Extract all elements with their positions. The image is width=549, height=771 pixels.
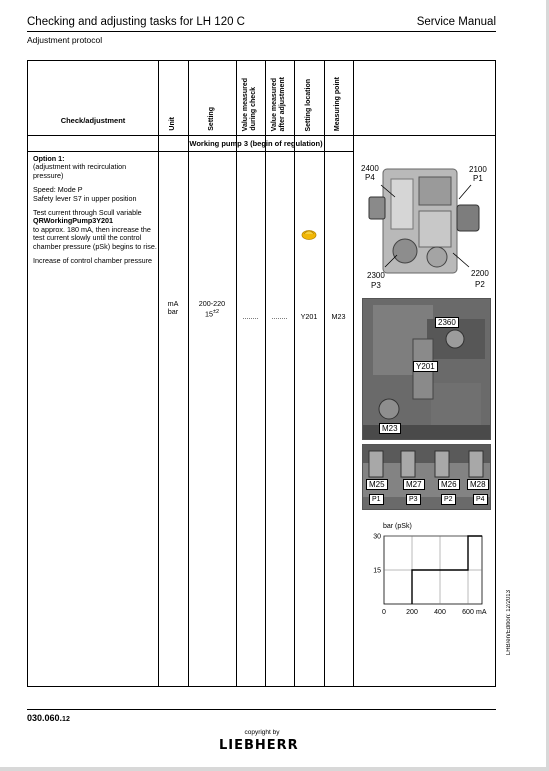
- setting-location-value: Y201: [300, 312, 318, 321]
- col-divider: [294, 61, 295, 686]
- column-header-during: Value measured during check: [242, 77, 257, 131]
- label-2100: 2100: [469, 165, 487, 174]
- adjustment-table: [27, 60, 496, 687]
- setting-tolerance: ±2: [212, 309, 220, 316]
- column-header-location: Setting location: [305, 78, 312, 131]
- setting-pressure: 15: [204, 309, 213, 319]
- setting-location-marker-icon: [301, 227, 317, 239]
- column-header-unit: Unit: [169, 117, 176, 131]
- section-title: Working pump 3 (begin of regulation): [189, 139, 323, 148]
- footer-rule: [27, 709, 496, 710]
- port-m28: M28: [467, 479, 489, 490]
- safety-lever: Safety lever S7 in upper position: [33, 193, 137, 203]
- col-divider: [236, 61, 237, 686]
- document-subtitle: Adjustment protocol: [27, 35, 103, 45]
- column-header-setting: Setting: [208, 107, 215, 131]
- chart-xtick-label: 600: [462, 609, 474, 616]
- port-m26: M26: [438, 479, 460, 490]
- header-row-rule: [28, 135, 495, 136]
- check-description: [33, 155, 157, 271]
- label-p2: P2: [475, 280, 485, 289]
- speed-mode: Speed: Mode P: [33, 185, 83, 195]
- value-during-check[interactable]: ........: [242, 312, 259, 321]
- label-2300: 2300: [367, 271, 385, 280]
- col-divider: [188, 61, 189, 686]
- pressure-current-chart: [356, 516, 496, 616]
- section-row-rule: [28, 151, 353, 152]
- header-rule: [27, 31, 496, 32]
- unit-cell: [158, 300, 188, 317]
- setting-cell: [188, 300, 236, 319]
- column-header-check: Check/adjustment: [60, 116, 126, 125]
- document-code: 030.060.12: [27, 713, 70, 723]
- col-divider: [265, 61, 266, 686]
- label-2400: 2400: [361, 164, 379, 173]
- label-p4: P4: [365, 173, 375, 182]
- column-header-after: Value measured after adjustment: [271, 76, 286, 131]
- label-m23: M23: [379, 423, 401, 434]
- option-description: (adjustment with recirculation pressure): [33, 162, 127, 180]
- row-label: Increase of control chamber pressure: [33, 256, 153, 266]
- test-current-instructions: to approx. 180 mA, then increase the test current slowly until the control chamber pressure (pSk) begins to rise.: [33, 224, 157, 251]
- chart-ytick-label: 15: [373, 567, 381, 575]
- edition-note: LHB/en/Edition: 12/2013: [506, 590, 512, 656]
- col-divider: [353, 61, 354, 686]
- document-title: Checking and adjusting tasks for LH 120 C: [27, 16, 245, 28]
- liebherr-logo: LIEBHERR: [219, 738, 299, 753]
- variable-name: QRWorkingPump3Y201: [33, 216, 114, 226]
- pump-assembly-photo: [361, 157, 491, 295]
- label-2200: 2200: [471, 269, 489, 278]
- port-m27: M27: [403, 479, 425, 490]
- port-tag-p2: P2: [441, 494, 456, 505]
- chart-ylabel: bar (pSk): [383, 523, 412, 530]
- value-after-adjustment[interactable]: ........: [271, 312, 288, 321]
- test-current-text: Test current through Scull variable: [33, 208, 142, 218]
- col-divider: [158, 61, 159, 686]
- port-tag-p3: P3: [406, 494, 421, 505]
- col-divider: [324, 61, 325, 686]
- copyright-text: copyright by: [244, 729, 280, 736]
- port-tag-p1: P1: [369, 494, 384, 505]
- page-edge: [0, 767, 549, 771]
- setting-current: 200-220: [198, 299, 226, 308]
- label-p1: P1: [473, 174, 483, 183]
- port-tag-p4: P4: [473, 494, 488, 505]
- chart-xunit: mA: [476, 609, 487, 616]
- measuring-point-value: M23: [331, 312, 346, 321]
- label-2360: 2360: [435, 317, 459, 328]
- unit-ma: mA: [167, 299, 179, 308]
- chart-svg: [356, 516, 496, 616]
- label-p3: P3: [371, 281, 381, 290]
- chart-xtick-label: 200: [406, 609, 418, 616]
- port-m25: M25: [366, 479, 388, 490]
- chart-xtick-label: 0: [382, 609, 386, 616]
- option-title: Option 1:: [33, 154, 65, 163]
- chart-ytick-label: 30: [373, 533, 381, 541]
- valve-closeup-photo: [362, 298, 491, 440]
- chart-xtick-label: 400: [434, 609, 446, 616]
- unit-bar: bar: [167, 307, 179, 317]
- label-y201: Y201: [413, 361, 438, 372]
- measuring-ports-photo: [362, 444, 491, 510]
- column-header-measuring: Measuring point: [334, 76, 341, 131]
- manual-type: Service Manual: [416, 16, 496, 28]
